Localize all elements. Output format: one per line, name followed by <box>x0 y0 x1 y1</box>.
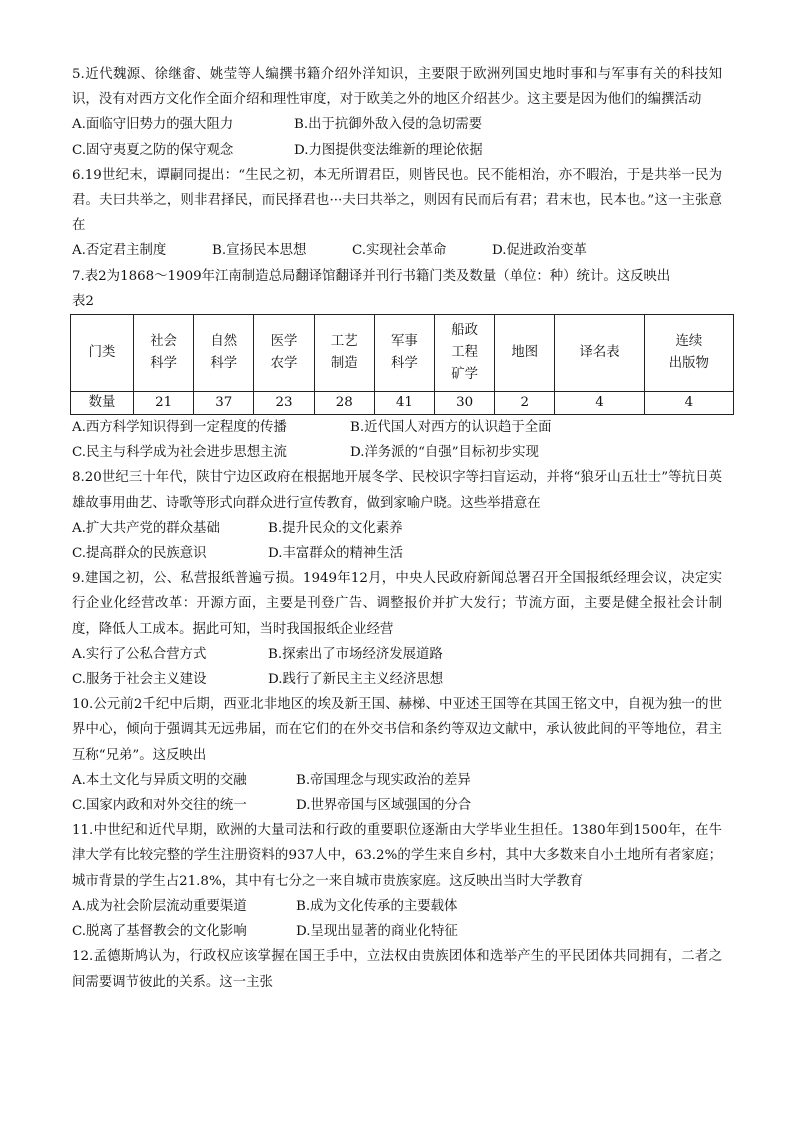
option-b[interactable]: B.帝国理念与现实政治的差异 <box>296 772 471 788</box>
question-9 <box>72 566 722 692</box>
table-value-row <box>71 392 734 415</box>
option-d[interactable]: D.践行了新民主主义经济思想 <box>268 672 444 688</box>
option-b[interactable]: B.成为文化传承的主要载体 <box>296 898 458 914</box>
table-header-cell: 自然 科学 <box>194 315 254 392</box>
option-b[interactable]: B.探索出了市场经济发展道路 <box>268 646 443 662</box>
table-header-cell: 医学 农学 <box>254 315 314 392</box>
option-b[interactable]: B.出于抗御外敌入侵的急切需要 <box>294 117 483 133</box>
option-a[interactable]: A.实行了公私合营方式 <box>72 646 207 662</box>
question-7-options <box>72 415 722 465</box>
option-b[interactable]: B.宣扬民本思想 <box>212 243 307 259</box>
question-12-stem: 12.孟德斯鸠认为，行政权应该掌握在国王手中，立法权由贵族团体和选举产生的平民团体共同拥有，二者之间需要调节彼此的关系。这一主张 <box>72 949 722 990</box>
table-cell: 37 <box>194 392 254 415</box>
table-header-cell: 译名表 <box>555 315 644 392</box>
question-9-options <box>72 642 722 692</box>
question-10-stem: 10.公元前2千纪中后期，西亚北非地区的埃及新王国、赫梯、中亚述王国等在其国王铭文中，自视为独一的世界中心，倾向于强调其无远弗届，而在它们的在外交书信和条约等双边文献中，承认彼此间的平等地位，君主互称“兄弟”。这反映出 <box>72 697 722 763</box>
option-c[interactable]: C.服务于社会主义建设 <box>72 672 207 688</box>
option-d[interactable]: D.丰富群众的精神生活 <box>268 546 404 562</box>
table-header-cell: 社会 科学 <box>134 315 194 392</box>
table-caption: 表2 <box>72 293 94 309</box>
option-c[interactable]: C.民主与科学成为社会进步思想主流 <box>72 445 287 461</box>
option-c[interactable]: C.固守夷夏之防的保守观念 <box>72 142 234 158</box>
table-cell: 28 <box>314 392 374 415</box>
table-cell: 2 <box>495 392 555 415</box>
option-c[interactable]: C.脱离了基督教会的文化影响 <box>72 924 247 940</box>
question-6-stem: 6.19世纪末，谭嗣同提出：“生民之初，本无所谓君臣，则皆民也。民不能相治，亦不暇治，于是共举一民为君。夫曰共举之，则非君择民，而民择君也···夫曰共举之，则因有民而后有君；君末也，民本也。”这一主张意在 <box>72 167 722 234</box>
question-11 <box>72 818 722 944</box>
table-cell: 23 <box>254 392 314 415</box>
question-11-stem: 11.中世纪和近代早期，欧洲的大量司法和行政的重要职位逐渐由大学毕业生担任。1380年到1500年，在牛津大学有比较完整的学生注册资料的937人中，63.2%的学生来自乡村，其中大多数来自小土地所有者家庭；城市背景的学生占21.8%，其中有七分之一来自城市贵族家庭。这反映出当时大学教育 <box>72 823 722 889</box>
option-b[interactable]: B.近代国人对西方的认识趋于全面 <box>350 420 552 436</box>
question-9-stem: 9.建国之初，公、私营报纸普遍亏损。1949年12月，中央人民政府新闻总署召开全国报纸经理会议，决定实行企业化经营改革：开源方面，主要是刊登广告、调整报价并扩大发行；节流方面，主要是健全报社会计制度，降低人工成本。据此可知，当时我国报纸企业经营 <box>72 571 722 637</box>
question-8-stem: 8.20世纪三十年代，陕甘宁边区政府在根据地开展冬学、民校识字等扫盲运动，并将“狼牙山五壮士”等抗日英雄故事用曲艺、诗歌等形式向群众进行宣传教育，做到家喻户晓。这些举措意在 <box>72 470 722 511</box>
option-b[interactable]: B.提升民众的文化素养 <box>268 520 403 536</box>
table-cell: 4 <box>644 392 733 415</box>
table-header-cell: 船政 工程 矿学 <box>435 315 495 392</box>
question-6-options <box>72 238 722 263</box>
question-10 <box>72 692 722 818</box>
table-header-cell: 工艺 制造 <box>314 315 374 392</box>
table-cell: 41 <box>374 392 434 415</box>
book-category-table <box>70 314 734 415</box>
option-a[interactable]: A.成为社会阶层流动重要渠道 <box>72 898 247 914</box>
option-c[interactable]: C.国家内政和对外交往的统一 <box>72 798 247 814</box>
option-d[interactable]: D.世界帝国与区域强国的分合 <box>296 798 472 814</box>
question-6 <box>72 163 722 264</box>
table-header-label: 门类 <box>71 315 134 392</box>
option-d[interactable]: D.力图提供变法维新的理论依据 <box>294 142 483 158</box>
option-a[interactable]: A.面临守旧势力的强大阻力 <box>72 117 234 133</box>
option-d[interactable]: D.呈现出显著的商业化特征 <box>296 924 458 940</box>
option-d[interactable]: D.促进政治变革 <box>492 243 587 259</box>
table-header-row <box>71 315 734 392</box>
option-c[interactable]: C.提高群众的民族意识 <box>72 546 207 562</box>
question-8 <box>72 465 722 566</box>
option-a[interactable]: A.否定君主制度 <box>72 243 167 259</box>
option-d[interactable]: D.洋务派的“自强”目标初步实现 <box>350 445 539 461</box>
question-11-options <box>72 894 722 944</box>
question-7-stem: 7.表2为1868～1909年江南制造总局翻译馆翻译并刊行书籍门类及数量（单位：种）统计。这反映出 <box>72 268 671 284</box>
table-cell: 21 <box>134 392 194 415</box>
table-row-label: 数量 <box>71 392 134 415</box>
table-header-cell: 地图 <box>495 315 555 392</box>
question-5 <box>72 62 722 163</box>
table-cell: 4 <box>555 392 644 415</box>
option-a[interactable]: A.西方科学知识得到一定程度的传播 <box>72 420 287 436</box>
option-a[interactable]: A.本土文化与异质文明的交融 <box>72 772 247 788</box>
question-10-options <box>72 768 722 818</box>
table-header-cell: 连续 出版物 <box>644 315 733 392</box>
question-7 <box>72 264 722 466</box>
option-a[interactable]: A.扩大共产党的群众基础 <box>72 520 220 536</box>
exam-page <box>72 62 722 995</box>
question-12 <box>72 944 722 994</box>
option-c[interactable]: C.实现社会革命 <box>352 243 447 259</box>
table-header-cell: 军事 科学 <box>374 315 434 392</box>
question-8-options <box>72 516 722 566</box>
table-cell: 30 <box>435 392 495 415</box>
question-5-stem: 5.近代魏源、徐继畬、姚莹等人编撰书籍介绍外洋知识，主要限于欧洲列国史地时事和与军事有关的科技知识，没有对西方文化作全面介绍和理性审度，对于欧美之外的地区介绍甚少。这主要是因为他们的编撰活动 <box>72 67 722 108</box>
question-5-options <box>72 112 722 162</box>
